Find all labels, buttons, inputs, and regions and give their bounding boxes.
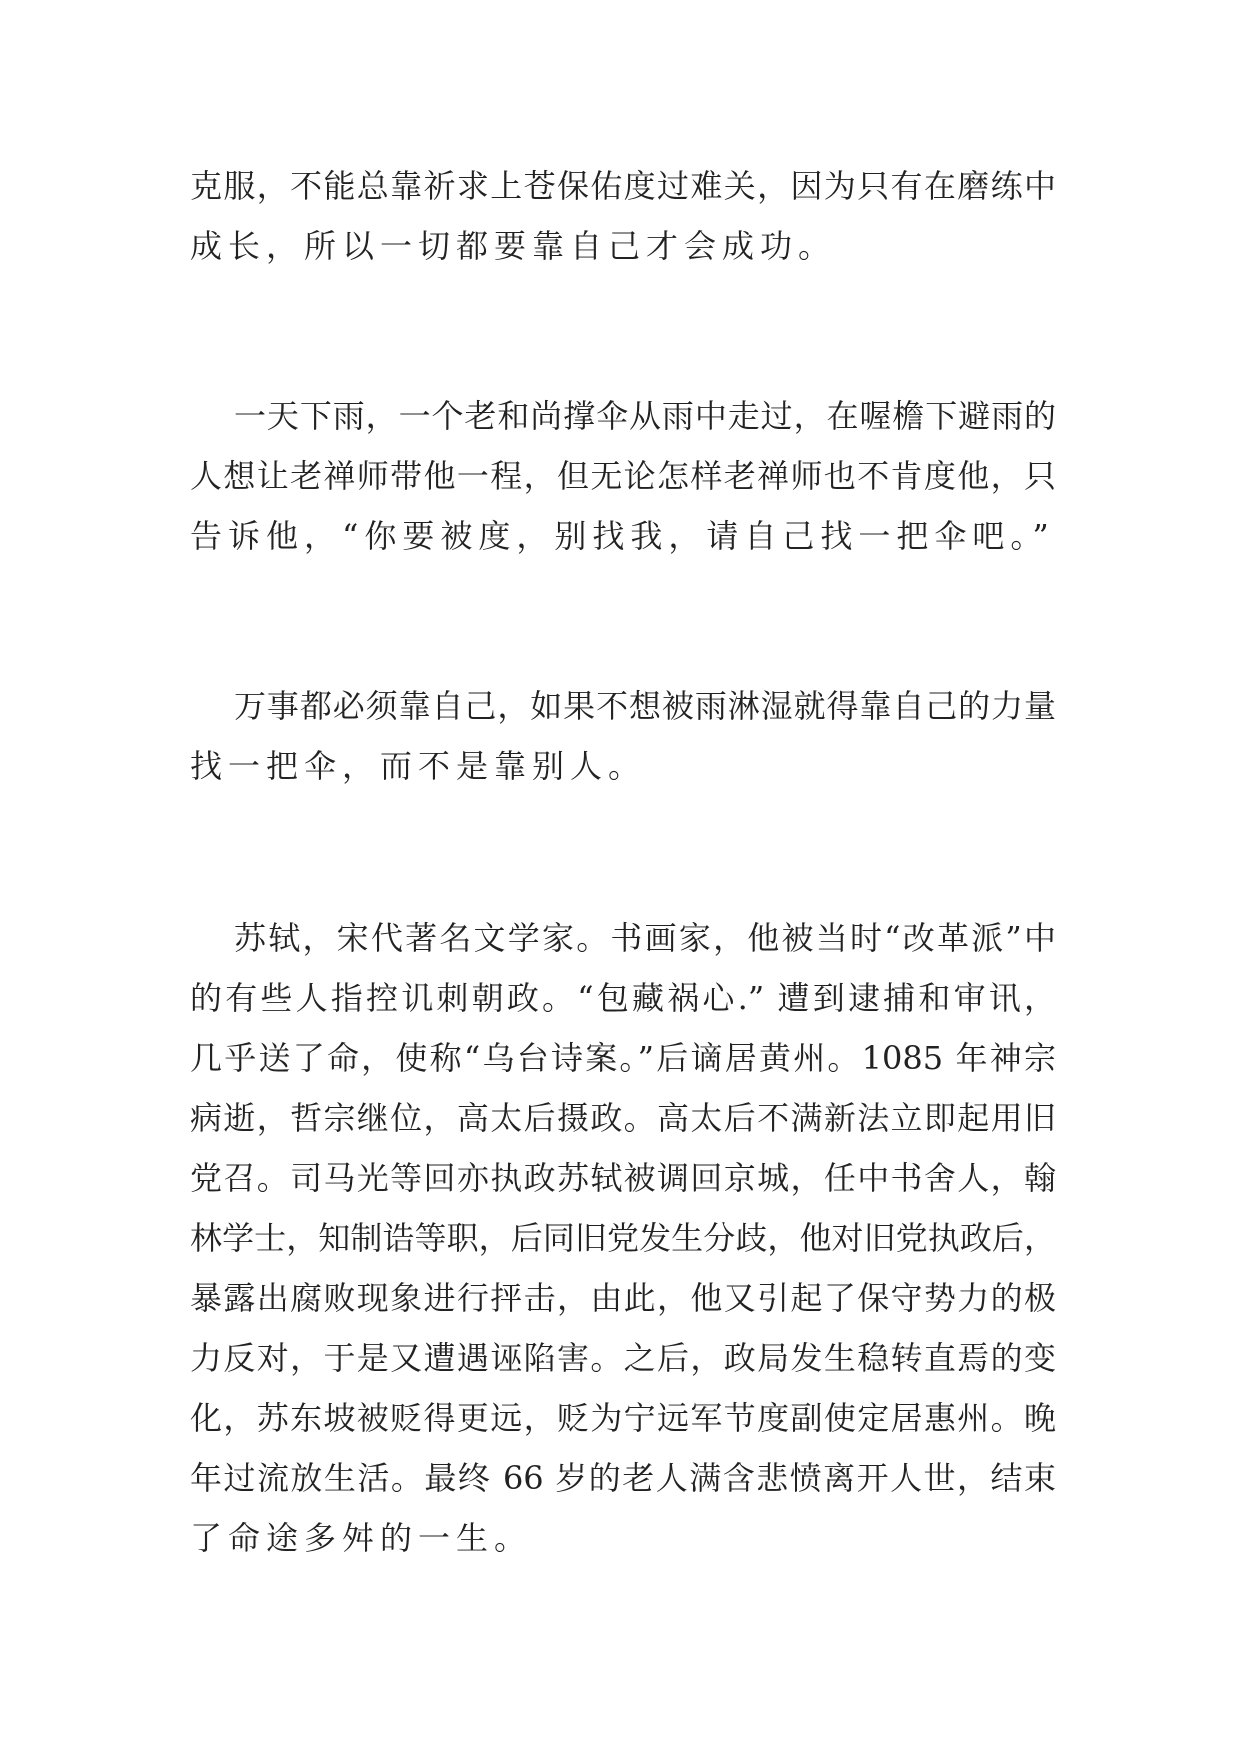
text-line: 万事都必须靠自己，如果不想被雨淋湿就得靠自己的力量 xyxy=(234,687,1056,725)
text-line: 克服，不能总靠祈求上苍保佑度过难关，因为只有在磨练中 xyxy=(190,167,1056,205)
text-line: 的有些人指控讥刺朝政。“包藏祸心.” 遭到逮捕和审讯， xyxy=(190,979,1056,1017)
text-line: 力反对，于是又遭遇诬陷害。之后，政局发生稳转直焉的变 xyxy=(190,1339,1056,1377)
text-line: 化，苏东坡被贬得更远，贬为宁远军节度副使定居惠州。晚 xyxy=(190,1399,1056,1437)
text-line: 林学士，知制诰等职，后同旧党发生分歧，他对旧党执政后， xyxy=(190,1219,1056,1257)
text-line: 几乎送了命，使称“乌台诗案。”后谪居黄州。1085 年神宗 xyxy=(190,1039,1056,1077)
text-line: 年过流放生活。最终 66 岁的老人满含悲愤离开人世，结束 xyxy=(190,1459,1056,1497)
text-line: 找一把伞，而不是靠别人。 xyxy=(190,747,647,785)
text-line: 告诉他，“你要被度，别找我，请自己找一把伞吧。” xyxy=(190,517,1055,555)
text-line: 暴露出腐败现象进行抨击，由此，他又引起了保守势力的极 xyxy=(190,1279,1056,1317)
text-line: 病逝，哲宗继位，高太后摄政。高太后不满新法立即起用旧 xyxy=(190,1099,1056,1137)
text-line: 一天下雨，一个老和尚撑伞从雨中走过，在喔檐下避雨的 xyxy=(234,397,1056,435)
text-line: 成长，所以一切都要靠自己才会成功。 xyxy=(190,227,837,265)
text-line: 苏轼，宋代著名文学家。书画家，他被当时“改革派”中 xyxy=(234,919,1056,957)
text-line: 人想让老禅师带他一程，但无论怎样老禅师也不肯度他，只 xyxy=(190,457,1056,495)
text-line: 了命途多舛的一生。 xyxy=(190,1519,533,1557)
text-line: 党召。司马光等回亦执政苏轼被调回京城，任中书舍人，翰 xyxy=(190,1159,1056,1197)
